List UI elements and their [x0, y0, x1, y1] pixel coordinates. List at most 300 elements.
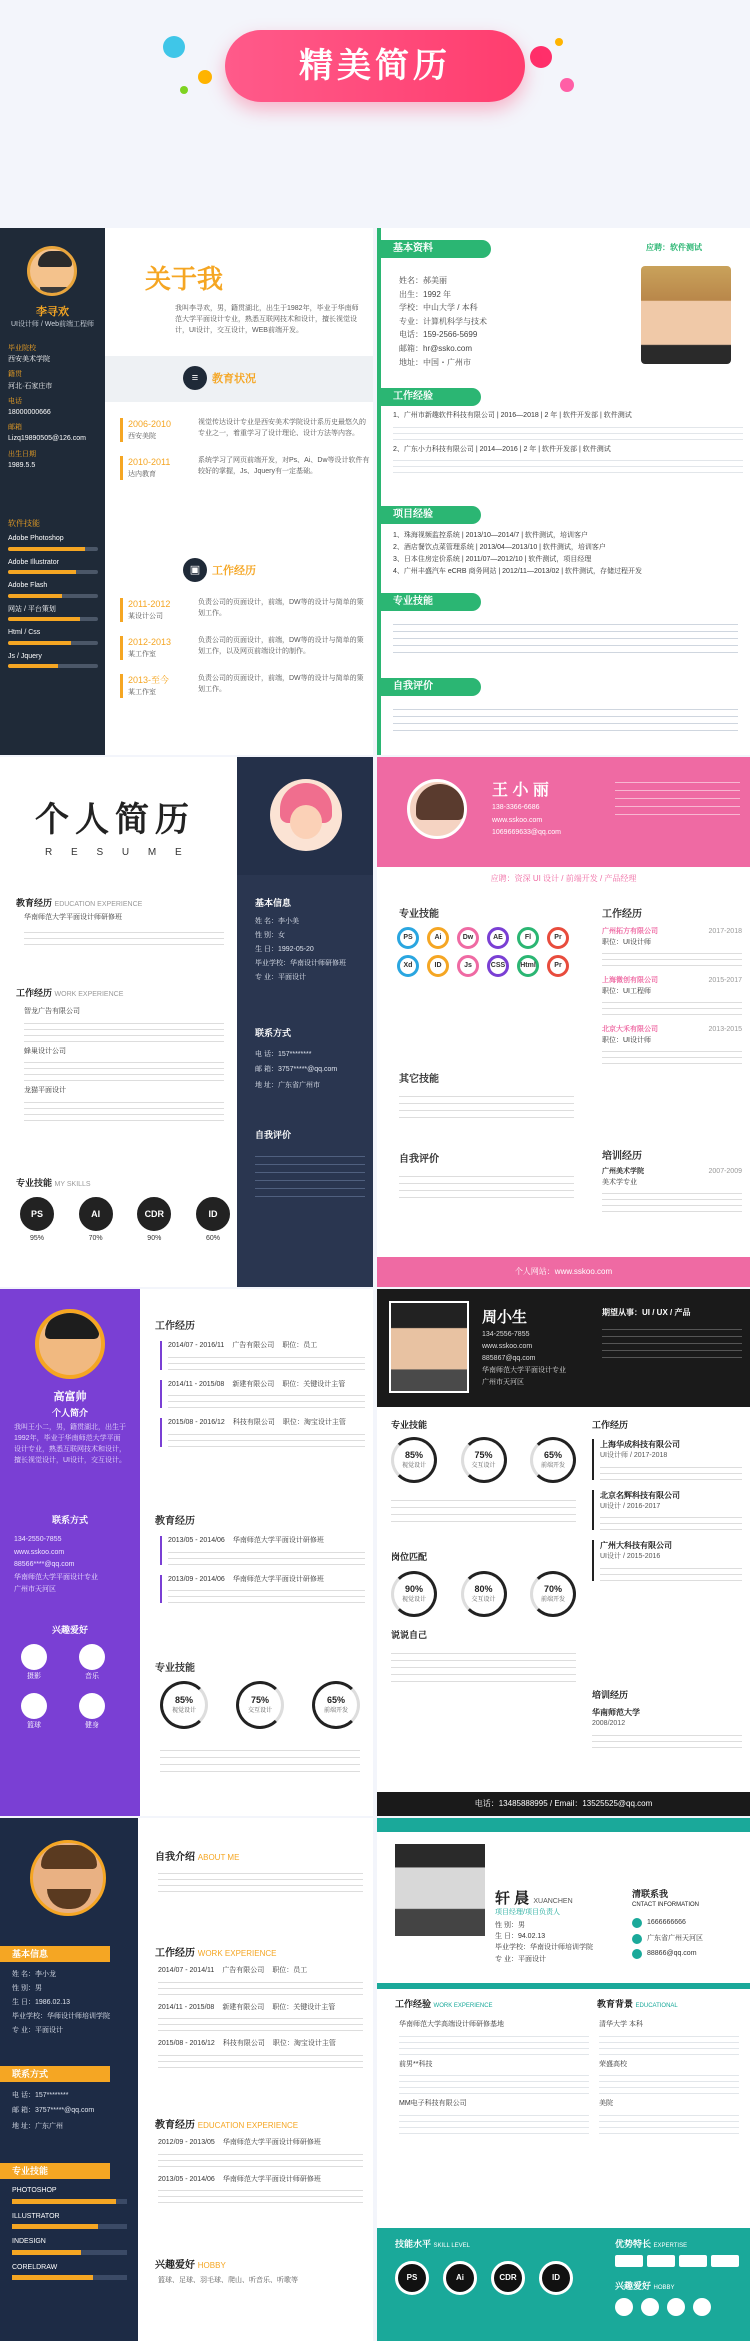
text-line [602, 965, 742, 966]
work-item [158, 2003, 363, 2032]
ring-value: 65% [326, 1694, 345, 1705]
ring-row-top [391, 1437, 576, 1483]
work-title: 工作经历 [602, 909, 642, 920]
skill-item [8, 581, 98, 598]
contact-row: 地 址：广东省广州市 [255, 1081, 320, 1089]
contact-list [492, 802, 602, 840]
text-line [600, 1529, 742, 1530]
text-line [168, 1602, 365, 1603]
skill-item [12, 2237, 127, 2255]
edu-header [158, 2175, 363, 2186]
text-line [599, 2093, 739, 2094]
skill-bar-fill [12, 2224, 98, 2229]
text-line [168, 1357, 365, 1358]
ring-value: 90% [147, 1235, 162, 1242]
project-row: 4、广州丰盛汽车 eCRB 商务网站 | 2012/11—2013/02 | 软件测试，存储过程开发 [393, 567, 642, 575]
work-company: 某工作室 [128, 650, 156, 658]
work-role: 职位：淘宝设计主管 [282, 1419, 346, 1426]
work-list [120, 598, 370, 712]
skill-bar [12, 2199, 127, 2204]
expertise-title [615, 2238, 687, 2252]
contact-title: 联系方式 [0, 2066, 110, 2082]
eval-title: 自我评价 [255, 1130, 292, 1140]
work-title-text: 工作经验 [395, 1999, 432, 2009]
edu-title-text: 教育背景 [597, 1999, 634, 2009]
work-company: 广告有限公司 [232, 1342, 275, 1349]
contact-row [632, 1949, 742, 1960]
train-title: 培训经历 [602, 1151, 642, 1162]
hobby-title-en: HOBBY [197, 2261, 226, 2270]
contact-row: 885867@qq.com [482, 1354, 536, 1362]
skill-title: 专业技能 [391, 1420, 428, 1430]
work-row: 1、广州市新趣软件科技有限公司 | 2016—2018 | 2 年 | 软件开发部 | 软件测试 [393, 412, 632, 419]
skill-grid [397, 927, 572, 977]
ring-label: 交互设计 [471, 1463, 496, 1470]
project-row: 3、日本住房定价系统 | 2011/07—2012/10 | 软件测试，项目经理 [393, 555, 592, 563]
skill-bar-fill [8, 594, 62, 598]
hobby-item [14, 1693, 54, 1732]
hobby-item [72, 1693, 112, 1732]
eval-lines [399, 1170, 574, 1204]
edu-list [160, 1536, 365, 1613]
text-line [158, 1994, 363, 1995]
edu-school: 华南师范大学平面设计研修班 [232, 1537, 324, 1544]
work-header [602, 1025, 742, 1036]
skill-bar [8, 547, 98, 551]
train-years: 2008/2012 [592, 1720, 626, 1727]
text-line [158, 2190, 363, 2191]
edu-list [599, 2016, 739, 2139]
skill-item [8, 628, 98, 645]
intro-lines [615, 775, 740, 822]
hobby-item [14, 1644, 54, 1683]
skill-ring [312, 1681, 360, 1729]
text-line [24, 1080, 224, 1081]
text-line [168, 1558, 365, 1559]
text-line [393, 439, 743, 440]
expertise-title-en: EXPERTISE [653, 2243, 688, 2249]
contact-list [632, 1918, 742, 1965]
contact-list [482, 1329, 602, 1388]
ring-value: 85% [174, 1694, 193, 1705]
text-line [600, 1574, 742, 1575]
contact-row: 134-2550-7855 [14, 1536, 62, 1543]
work-title: 工作经历 [155, 1321, 195, 1332]
skill-item [8, 558, 98, 575]
work-company: 新建有限公司 [232, 1380, 275, 1388]
text-line [158, 2018, 363, 2019]
skill-bar [8, 617, 98, 621]
hobby-label: 健身 [85, 1721, 99, 1729]
decor-dot [530, 46, 552, 68]
skill-ring [196, 1197, 230, 1245]
work-header [602, 976, 742, 987]
edu-title: 教育经历 [155, 1516, 195, 1527]
post-title: 岗位匹配 [391, 1552, 428, 1562]
photo [395, 1844, 485, 1936]
contact-row: www.sskoo.com [14, 1548, 65, 1556]
skill-name: Adobe Illustrator [8, 558, 59, 566]
candidate-name: 高富帅 [53, 1391, 87, 1403]
resume-card-7[interactable] [0, 1818, 373, 2341]
skill-lines [391, 1494, 576, 1528]
info-row: 专业：计算机科学与技术 [399, 316, 487, 326]
work-role: 职位：UI工程师 [602, 987, 651, 995]
skills-title: 软件技能 [8, 519, 40, 528]
work-item [160, 1341, 365, 1370]
ring-label: 前端开发 [540, 1597, 565, 1604]
name-text: 轩 晨 [495, 1890, 530, 1907]
skill-bar-fill [12, 2199, 116, 2204]
text-line [24, 1035, 224, 1036]
work-item [160, 1380, 365, 1409]
text-line [600, 1517, 742, 1518]
resume-card-5[interactable] [0, 1289, 373, 1816]
contact-title: 联系方式 [255, 1028, 292, 1038]
contact-icon [632, 1949, 642, 1959]
skill-bar [8, 641, 98, 645]
skill-ring: Xd [397, 955, 419, 977]
text-line [599, 2115, 739, 2116]
candidate-role: UI设计师 / Web前端工程师 [10, 321, 95, 328]
ring-row [160, 1681, 360, 1729]
work-role: 职位：员工 [282, 1342, 318, 1349]
project-list [393, 530, 743, 578]
work-company: 科技有限公司 [232, 1419, 275, 1426]
ring-value: 95% [29, 1235, 44, 1242]
hobby-text: 篮球、足球、羽毛球、爬山、听音乐、听歌等 [158, 2277, 298, 2284]
text-line [24, 1114, 224, 1115]
ring-value: 70% [543, 1583, 562, 1594]
work-year-block [120, 636, 190, 660]
edu-list [120, 418, 370, 494]
work-date: 2015/08 - 2016/12 [158, 2040, 215, 2047]
work-list [393, 411, 743, 478]
name-en: XUANCHEN [533, 1898, 573, 1905]
contact-text: 88866@qq.com [647, 1950, 697, 1957]
eval-title: 自我评价 [399, 1154, 439, 1165]
text-line [600, 1473, 742, 1474]
contact-row: 138-3366-6686 [492, 804, 540, 811]
text-line [602, 1063, 742, 1064]
text-line [602, 959, 742, 960]
about-title: 关于我 [145, 264, 224, 294]
eval-lines [255, 1149, 365, 1204]
decor-dot [560, 78, 574, 92]
top-stripe [377, 1818, 750, 1832]
skill-bar [12, 2224, 127, 2229]
text-line [168, 1369, 365, 1370]
text-line [24, 1062, 224, 1063]
train-years: 2007-2009 [708, 1168, 742, 1175]
avatar [35, 1309, 105, 1379]
basic-list [12, 1968, 132, 2038]
work-title-en: WORK EXPERIENCE [54, 991, 124, 998]
info-row: 毕业学校：华南设计师研修班 [255, 960, 346, 967]
skill-ring: Ai [427, 927, 449, 949]
text-line [602, 1193, 742, 1194]
skill-ring: Dw [457, 927, 479, 949]
work-company: 上海华成科技有限公司 [600, 1440, 680, 1449]
info-row: 毕业学校：华师设计师培训学院 [12, 2013, 110, 2020]
edu-school: 华南师范大学平面设计师研修班 [222, 2139, 321, 2146]
info-row: 生 日：1992-05-20 [255, 946, 314, 953]
hobby-title [155, 2258, 226, 2273]
skill-name: Adobe Photoshop [8, 535, 64, 542]
skill-bar-fill [12, 2275, 93, 2280]
skill-title: 专业技能 [0, 2163, 110, 2179]
target-label: 应聘：软件测试 [646, 243, 702, 252]
edu-title-en: EDUCATION EXPERIENCE [197, 2121, 299, 2130]
contact-row: 邮 箱：3757*****@qq.com [12, 2107, 95, 2115]
train-role: 美术学专业 [602, 1178, 637, 1186]
work-role: 职位：UI设计师 [602, 1036, 651, 1044]
work-header [168, 1341, 365, 1352]
skill-name: CORELDRAW [12, 2263, 58, 2271]
work-title-text: 工作经历 [155, 1948, 195, 1959]
skill-ring [391, 1571, 437, 1617]
edu-title-en: EDUCATION EXPERIENCE [54, 901, 143, 908]
work-company: 广州大科技有限公司 [600, 1541, 672, 1550]
text-line [399, 2133, 589, 2134]
text-line [602, 953, 742, 954]
about-title [155, 1850, 239, 1865]
work-date: 2014/07 - 2014/11 [158, 1967, 215, 1974]
edu-year: 2010-2011 [128, 457, 171, 467]
text-line [158, 2055, 363, 2056]
info-row: 姓 名：李小龙 [12, 1971, 56, 1978]
ring-value: 85% [404, 1449, 423, 1460]
book-icon: ≡ [183, 366, 207, 390]
ring-value: 75% [250, 1694, 269, 1705]
work-header [158, 2003, 363, 2014]
text-line [599, 2042, 739, 2043]
edu-title [155, 2118, 298, 2133]
edu-title-en: EDUCATIONAL [635, 2003, 678, 2009]
work-role: 职位：淘宝设计主管 [272, 2040, 336, 2047]
text-line [158, 2166, 363, 2167]
candidate-name: 王 小 丽 [492, 782, 549, 799]
text-line [600, 1568, 742, 1569]
basketball-icon [615, 2298, 633, 2316]
work-year-block [120, 674, 190, 698]
work-list [602, 927, 742, 1074]
hobby-item [72, 1644, 112, 1683]
resume-card-4[interactable] [377, 757, 750, 1287]
resume-card-1[interactable] [0, 228, 373, 755]
work-item [160, 1418, 365, 1447]
info-list [399, 274, 599, 369]
banner [0, 0, 750, 140]
target-label: 应聘：资深 UI 设计 / 前端开发 / 产品经理 [490, 874, 637, 883]
work-company: 广告有限公司 [222, 1967, 265, 1974]
text-line [393, 427, 743, 428]
skill-title: 专业技能 [155, 1663, 195, 1674]
text-line [158, 2160, 363, 2161]
edu-school: 清华大学 本科 [599, 2021, 643, 2028]
work-year: 2011-2012 [128, 599, 171, 609]
skill-ring [137, 1197, 171, 1245]
text-line [599, 2048, 739, 2049]
text-line [24, 1074, 224, 1075]
work-title [155, 1946, 276, 1961]
text-line [24, 1068, 224, 1069]
skill-item [8, 652, 98, 669]
skill-item [12, 2186, 127, 2204]
edu-title: 教育状况 [212, 373, 256, 385]
skill-ring: CDR [491, 2261, 525, 2295]
contact-row: 电 话：157******** [255, 1051, 312, 1058]
contact-row: 邮 箱：3757*****@qq.com [255, 1066, 338, 1074]
info-row: 生 日：94.02.13 [495, 1933, 546, 1941]
skill-bar-fill [12, 2250, 81, 2255]
ring-value: 60% [205, 1235, 220, 1242]
work-years: 2017-2018 [708, 928, 742, 935]
text-line [600, 1523, 742, 1524]
expertise-title-text: 优势特长 [615, 2239, 652, 2249]
text-line [399, 2115, 589, 2116]
edu-school: 华南师范大学平面设计师研修班 [222, 2175, 321, 2183]
info-row: 姓 名：李小美 [255, 918, 299, 925]
text-line [24, 1041, 224, 1042]
resume-card-8[interactable] [377, 1818, 750, 2341]
ring-label: ID [196, 1197, 230, 1231]
skill-title-text: 技能水平 [395, 2239, 432, 2249]
text-line [399, 2075, 589, 2076]
edu-text: 系统学习了网页前端开发，对Ps、Ai、Dw等设计软件有较好的掌握，Js、Jquery有一定基础。 [198, 457, 370, 475]
skill-bar-fill [8, 547, 85, 551]
work-list [158, 1966, 363, 2076]
work-item [158, 1966, 363, 1995]
contact-icon [632, 1934, 642, 1944]
work-title: 工作经历 [212, 565, 256, 577]
text-line [399, 2081, 589, 2082]
text-line [592, 1741, 742, 1742]
train-title: 培训经历 [592, 1690, 629, 1700]
resume-card-6[interactable] [377, 1289, 750, 1816]
ring-value: 90% [404, 1583, 423, 1594]
info-row: 性 别：男 [495, 1922, 525, 1929]
project-title: 项目经验 [381, 506, 481, 524]
info-row: 地址：中国・广州市 [399, 357, 471, 367]
work-role: 职位：UI设计师 [602, 938, 651, 946]
ring-label: 前端开发 [323, 1708, 348, 1715]
text-line [168, 1401, 365, 1402]
skill-ring: PS [395, 2261, 429, 2295]
about-title-en: ABOUT ME [197, 1853, 240, 1862]
hobby-title-text: 兴趣爱好 [155, 2260, 195, 2271]
skill-bar [8, 664, 98, 668]
skill-ring: Ai [443, 2261, 477, 2295]
resume-card-3[interactable] [0, 757, 373, 1287]
ring-row [395, 2261, 595, 2295]
skill-ring [530, 1437, 576, 1483]
skill-ring [461, 1571, 507, 1617]
work-item [592, 1490, 742, 1531]
skill-ring: PS [397, 927, 419, 949]
camera-icon [667, 2298, 685, 2316]
contact-text: 广东省广州天河区 [647, 1934, 703, 1942]
skill-name: INDESIGN [12, 2238, 46, 2245]
resume-title: 个人简历 [35, 802, 195, 839]
skill-ring [391, 1437, 437, 1483]
hobby-title-text: 兴趣爱好 [615, 2281, 652, 2291]
skill-ring: ID [427, 955, 449, 977]
info-value: 18000000666 [8, 408, 51, 416]
project-row: 1、珠海视频监控系统 | 2013/10—2014/7 | 软件测试，培训客户 [393, 532, 589, 539]
skill-ring: AE [487, 927, 509, 949]
info-row: 性 别：男 [12, 1985, 42, 1992]
intro-title: 个人简介 [51, 1408, 88, 1418]
edu-title-text: 教育经历 [155, 2120, 195, 2131]
skill-ring: Pr [547, 927, 569, 949]
info-row: 姓名：郝美丽 [399, 276, 447, 285]
edu-list [158, 2138, 363, 2211]
ring-label: 前端开发 [540, 1463, 565, 1470]
decor-dot [180, 86, 188, 94]
skill-name: Js / Jquery [8, 652, 42, 660]
skill-title: 专业技能 [399, 909, 439, 920]
skill-ring: Js [457, 955, 479, 977]
footer: 个人网站：www.sskoo.com [377, 1257, 750, 1287]
skill-bar-fill [8, 617, 80, 621]
info-row: 出生：1992 年 [399, 289, 452, 299]
text-line [399, 2054, 589, 2055]
skill-bar-fill [8, 664, 58, 668]
text-line [168, 1407, 365, 1408]
text-line [168, 1395, 365, 1396]
intro-lines [602, 1323, 742, 1364]
skill-title-en: MY SKILLS [54, 1181, 91, 1188]
contact-title: 联系方式 [51, 1515, 88, 1525]
info-row: 性 别：女 [255, 932, 285, 939]
text-line [158, 2061, 363, 2062]
edu-school: 达内教育 [128, 470, 156, 478]
contact-row: www.sskoo.com [482, 1342, 533, 1350]
text-line [24, 1029, 224, 1030]
decor-dot [198, 70, 212, 84]
text-line [599, 2036, 739, 2037]
skill-title [395, 2238, 470, 2252]
edu-school: 西安美院 [128, 432, 156, 440]
skill-ring [79, 1197, 113, 1245]
text-line [158, 2154, 363, 2155]
about-text: 我叫李寻欢，男，籍贯湖北，出生于1982年，毕业于华南师范大学平面设计专业，熟悉互联网技术和设计，擅长视觉设计，UI设计，交互设计，WEB前端开发。 [175, 305, 359, 334]
contact-row: 地 址：广东广州 [12, 2122, 63, 2130]
resume-subtitle: R E S U M E [45, 847, 190, 858]
edu-item [120, 418, 370, 442]
info-list [8, 343, 100, 471]
work-year-block [120, 598, 190, 622]
avatar [27, 246, 77, 296]
skill-ring: CSS [487, 955, 509, 977]
ring-value: 75% [474, 1449, 493, 1460]
eval-title: 自我评价 [381, 678, 481, 696]
hobby-label: 篮球 [27, 1721, 41, 1729]
ring-label: PS [20, 1197, 54, 1231]
resume-card-2[interactable] [377, 228, 750, 755]
contact-text: 1666666666 [647, 1919, 686, 1926]
basic-title: 基本信息 [0, 1946, 110, 1962]
contact-row: 88566****@qq.com [14, 1561, 75, 1569]
info-row: 邮箱：hr@ssko.com [399, 343, 473, 353]
ring-label: CDR [137, 1197, 171, 1231]
work-years: UI设计 / 2016-2017 [600, 1502, 661, 1510]
work-company: 北京大禾有限公司 [602, 1026, 658, 1033]
work-header [602, 927, 742, 938]
info-value: 西安美术学院 [8, 356, 50, 364]
hobby-icon [79, 1644, 105, 1670]
